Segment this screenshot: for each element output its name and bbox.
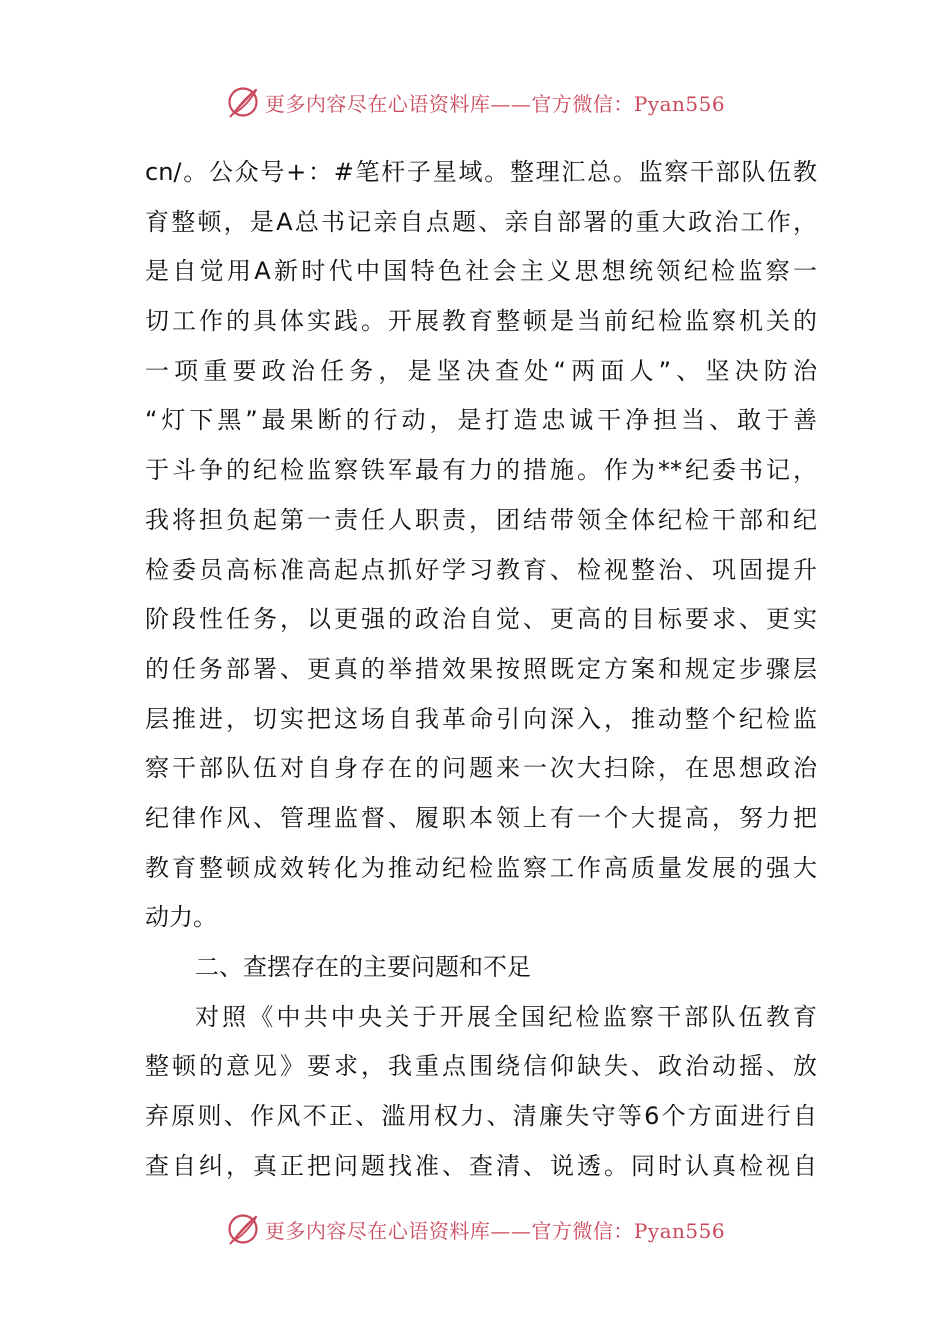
text-line: 教育整顿成效转化为推动纪检监察工作高质量发展的强大 (145, 853, 817, 882)
text-line: 我将担负起第一责任人职责，团结带领全体纪检干部和纪 (145, 505, 817, 534)
text-line: 整顿的意见》要求，我重点围绕信仰缺失、政治动摇、放 (145, 1052, 817, 1081)
text-line: 层推进，切实把这场自我革命引向深入，推动整个纪检监 (145, 704, 817, 733)
watermark-text (265, 1215, 725, 1244)
header-watermark (0, 80, 950, 124)
quill-logo-icon (225, 84, 261, 120)
watermark-wechat-id: Pyan556 (633, 1218, 726, 1243)
watermark-wechat-id: Pyan556 (633, 91, 726, 116)
watermark-wechat-label: 官方微信： (531, 91, 634, 116)
watermark-wechat-label: 官方微信： (531, 1218, 634, 1243)
text-line: cn/。公众号+：#笔杆子星域。整理汇总。监察干部队伍教 (145, 158, 817, 186)
watermark-site: 更多内容尽在心语资料库 (264, 91, 491, 116)
text-line: 育整顿，是A总书记亲自点题、亲自部署的重大政治工作， (145, 207, 817, 236)
watermark-separator: —— (490, 1218, 532, 1243)
watermark-text (265, 88, 725, 117)
watermark-site: 更多内容尽在心语资料库 (264, 1218, 491, 1243)
text-line: 弃原则、作风不正、滥用权力、清廉失守等6个方面进行自 (145, 1102, 817, 1131)
text-line: “灯下黑”最果断的行动，是打造忠诚干净担当、敢于善 (145, 406, 817, 435)
text-line: 检委员高标准高起点抓好学习教育、检视整治、巩固提升 (145, 555, 817, 584)
text-line: 动力。 (145, 903, 217, 932)
text-line: 对照《中共中央关于开展全国纪检监察干部队伍教育 (195, 1002, 817, 1031)
text-line: 察干部队伍对自身存在的问题来一次大扫除，在思想政治 (145, 754, 817, 783)
text-line: 纪律作风、管理监督、履职本领上有一个大提高，努力把 (145, 803, 817, 832)
text-line: 切工作的具体实践。开展教育整顿是当前纪检监察机关的 (145, 307, 817, 336)
text-line: 是自觉用A新时代中国特色社会主义思想统领纪检监察一 (145, 257, 817, 286)
watermark-separator: —— (490, 91, 532, 116)
text-line: 的任务部署、更真的举措效果按照既定方案和规定步骤层 (145, 654, 817, 683)
footer-watermark (0, 1207, 950, 1251)
document-body (145, 148, 817, 1191)
text-line: 于斗争的纪检监察铁军最有力的措施。作为**纪委书记， (145, 456, 817, 485)
text-line: 查自纠，真正把问题找准、查清、说透。同时认真检视自 (145, 1151, 817, 1180)
section-heading: 二、查摆存在的主要问题和不足 (195, 953, 531, 981)
text-line: 一项重要政治任务，是坚决查处“两面人”、坚决防治 (145, 356, 817, 385)
text-line: 阶段性任务，以更强的政治自觉、更高的目标要求、更实 (145, 605, 817, 634)
quill-logo-icon (225, 1211, 261, 1247)
